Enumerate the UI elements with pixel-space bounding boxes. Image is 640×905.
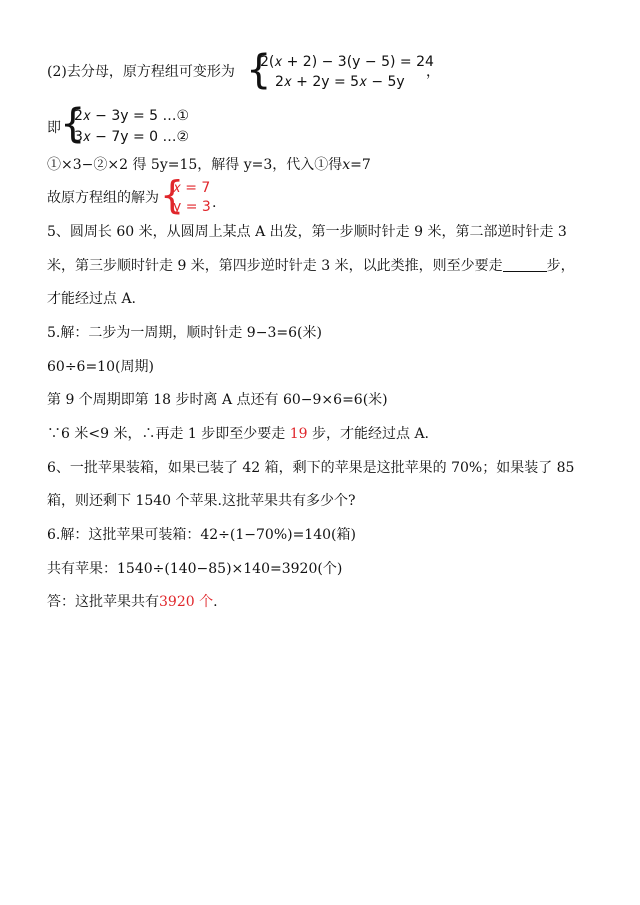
question-5-line-1: 5、圆周长 60 米，从圆周上某点 A 出发，第一步顺时针走 9 米，第二部逆时针走 3 bbox=[47, 224, 567, 240]
answer-5-text: ∵6 米<9 米，∴再走 1 步即至少要走 bbox=[47, 426, 286, 442]
answer-6-value: 3920 个 bbox=[159, 594, 214, 610]
answer-6-line-1: 6.解：这批苹果可装箱：42÷(1−70%)=140(箱) bbox=[47, 527, 356, 543]
answer-5-line-4 bbox=[47, 424, 429, 444]
solution-x: 𝑥 = 7 bbox=[173, 180, 211, 196]
left-brace: { bbox=[60, 101, 86, 147]
left-brace: { bbox=[246, 47, 272, 93]
answer-6-line-2: 共有苹果：1540÷(140−85)×140=3920(个) bbox=[47, 561, 343, 577]
solution-y: y = 3 bbox=[173, 199, 211, 215]
system-equation-2: 2𝑥 + 2y = 5𝑥 − 5y bbox=[275, 74, 405, 90]
simplified-equation-2: 3𝑥 − 7y = 0 …② bbox=[74, 129, 190, 145]
ji-label: 即 bbox=[47, 120, 61, 136]
answer-6-line-3 bbox=[47, 592, 218, 612]
question-5-text-end: 步， bbox=[546, 258, 575, 274]
answer-5-line-1: 5.解：二步为一周期，顺时针走 9−3=6(米) bbox=[47, 325, 322, 341]
answer-5-line-2: 60÷6=10(周期) bbox=[47, 359, 154, 375]
answer-6-text: 答：这批苹果共有 bbox=[47, 594, 159, 610]
answer-6-period: . bbox=[213, 594, 218, 610]
question-5-text: 米，第三步顺时针走 9 米，第四步逆时针走 3 米，以此类推，则至少要走 bbox=[47, 258, 503, 274]
solution-label: 故原方程组的解为 bbox=[47, 190, 159, 206]
solution-period: . bbox=[212, 195, 217, 211]
system-equation-1: 2(𝑥 + 2) − 3(y − 5) = 24 bbox=[260, 54, 434, 70]
question-5-line-3: 才能经过点 A. bbox=[47, 291, 137, 307]
step-2-label: (2)去分母，原方程组可变形为 bbox=[47, 64, 235, 80]
question-5-line-2 bbox=[47, 256, 575, 276]
elimination-step: ①×3−②×2 得 5y=15，解得 y=3，代入①得𝑥=7 bbox=[47, 157, 371, 173]
answer-blank bbox=[503, 257, 547, 272]
left-brace: { bbox=[160, 173, 185, 217]
simplified-equation-1: 2𝑥 − 3y = 5 …① bbox=[74, 108, 190, 124]
comma: ， bbox=[426, 64, 440, 80]
answer-5-text-end: 步，才能经过点 A. bbox=[312, 426, 430, 442]
answer-5-line-3: 第 9 个周期即第 18 步时离 A 点还有 60−9×6=6(米) bbox=[47, 392, 388, 408]
answer-5-value: 19 bbox=[289, 426, 308, 442]
question-6-line-2: 箱，则还剩下 1540 个苹果.这批苹果共有多少个? bbox=[47, 493, 356, 509]
question-6-line-1: 6、一批苹果装箱，如果已装了 42 箱，剩下的苹果是这批苹果的 70%；如果装了 85 bbox=[47, 460, 575, 476]
